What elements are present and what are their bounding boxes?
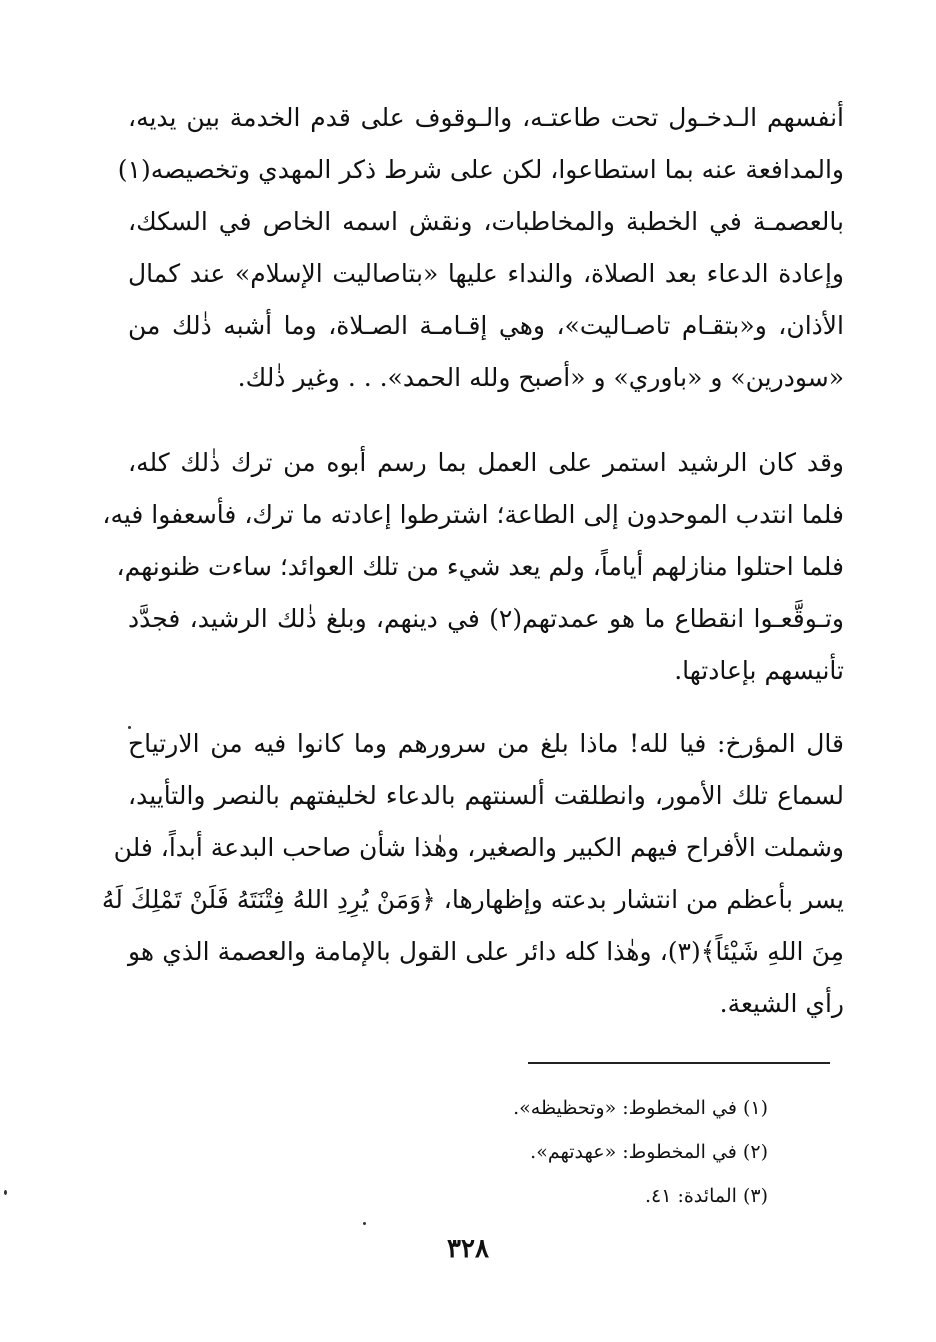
paragraph-line: فلما انتدب الموحدون إلى الطاعة؛ اشترطوا إعادته ما ترك، فأسعفوا فيه،	[102, 500, 844, 529]
footnote-divider	[528, 1062, 830, 1064]
paragraph-line: يسر بأعظم من انتشار بدعته وإظهارها، ﴿وَمَنْ يُرِدِ اللهُ فِتْنَتَهُ فَلَنْ تَمْلِكَ لَهُ	[101, 885, 844, 914]
paragraph-line: تأنيسهم بإعادتها.	[674, 656, 844, 685]
paragraph-line: مِنَ اللهِ شَيْئاً﴾(٣)، وهٰذا كله دائر على القول بالإمامة والعصمة الذي هو	[128, 937, 844, 966]
paragraph-3	[101, 718, 844, 1030]
paragraph-line: «سودرين» و «باوري» و «أصبح ولله الحمد». . . وغير ذٰلك.	[237, 363, 844, 392]
paragraph-line: لسماع تلك الأمور، وانطلقت ألسنتهم بالدعاء لخليفتهم بالنصر والتأييد،	[128, 781, 844, 810]
paragraph-line: وشملت الأفراح فيهم الكبير والصغير، وهٰذا شأن صاحب البدعة أبداً، فلن	[113, 833, 844, 862]
paragraph-2	[102, 437, 844, 697]
paragraph-line: وإعادة الدعاء بعد الصلاة، والنداء عليها «بتاصاليت الإسلام» عند كمال	[128, 259, 844, 288]
footnote-2: (٢) في المخطوط: «عهدتهم».	[530, 1141, 768, 1163]
footnote-3: (٣) المائدة: ٤١.	[644, 1185, 768, 1207]
paragraph-line: وقد كان الرشيد استمر على العمل بما رسم أبوه من ترك ذٰلك كله،	[128, 448, 844, 477]
scan-speck	[363, 1222, 366, 1225]
paragraph-line: رأي الشيعة.	[719, 989, 844, 1018]
paragraph-line: قال المؤرخ: فيا لله! ماذا بلغ من سرورهم وما كانوا فيه من الارتياح	[128, 729, 844, 758]
scan-speck	[4, 1190, 7, 1195]
scan-speck	[128, 726, 131, 729]
page-number: ٣٢٨	[447, 1234, 489, 1264]
paragraph-line: الأذان، و«بتقـام تاصـاليت»، وهي إقـامـة الصـلاة، وما أشبه ذٰلك من	[128, 311, 844, 340]
footnotes	[380, 1086, 768, 1218]
paragraph-line: أنفسهم الـدخـول تحت طاعتـه، والـوقوف على قدم الخدمة بين يديه،	[128, 103, 844, 132]
footnote-1: (١) في المخطوط: «وتحظيظه».	[513, 1097, 768, 1119]
paragraph-line: وتـوقَّعـوا انقطاع ما هو عمدتهم(٢) في دينهم، وبلغ ذٰلك الرشيد، فجدَّد	[128, 604, 844, 633]
paragraph-1	[117, 92, 844, 404]
paragraph-line: بالعصمـة في الخطبة والمخاطبات، ونقش اسمه الخاص في السكك،	[128, 207, 844, 236]
paragraph-line: والمدافعة عنه بما استطاعوا، لكن على شرط ذكر المهدي وتخصيصه(١)	[117, 155, 844, 184]
paragraph-line: فلما احتلوا منازلهم أياماً، ولم يعد شيء من تلك العوائد؛ ساءت ظنونهم،	[116, 552, 844, 581]
